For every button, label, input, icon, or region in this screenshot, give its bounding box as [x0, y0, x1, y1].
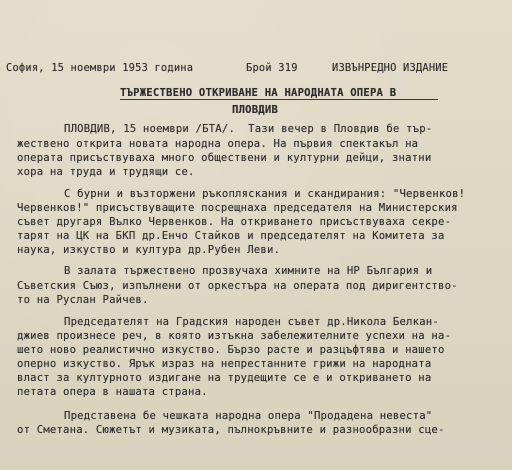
body-line: ПЛОВДИВ, 15 ноември /БТА/. Тази вечер в Пловдив бе тър- — [64, 123, 433, 135]
body-line: С бурни и възторжени ръкопляскания и скандирания: "Червенков! — [64, 188, 466, 200]
header-edition: ИЗВЪНРЕДНО ИЗДАНИЕ — [332, 62, 449, 74]
body-line: шето ново реалистично изкуство. Бързо расте и разцъфтява и нашето — [17, 344, 445, 356]
body-line: власт за културното издигане на трудещите се е и откриването на — [17, 372, 432, 384]
body-line: В залата тържествено прозвучаха химните на НР България и — [64, 265, 433, 277]
document-title-underline — [120, 99, 438, 100]
body-line: петата опера в нашата страна. — [17, 386, 208, 398]
body-line: Съветския Съюз, изпълнени от оркестъра на операта под диригентство- — [17, 280, 458, 292]
body-line: тарят на ЦК на БКП др.Енчо Стайков и председателят на Комитета за — [17, 230, 445, 242]
header-place-date: София, 15 ноември 1953 година — [6, 62, 194, 74]
body-line: съвет другаря Вълко Червенков. На откриването присъствуваха секре- — [17, 216, 452, 228]
document-title-line-2: ПЛОВДИВ — [232, 104, 279, 116]
body-line: оперно изкуство. Ярък израз на непрестанните грижи на народната — [17, 358, 432, 370]
header-issue-number: Брой 319 — [246, 62, 298, 74]
document-title-line-1: ТЪРЖЕСТВЕНО ОТКРИВАНЕ НА НАРОДНАТА ОПЕРА В — [120, 87, 397, 99]
body-line: наука, изкуство и култура др.Рубен Леви. — [17, 244, 281, 256]
body-line: жествено открита новата народна опера. На първия спектакъл на — [17, 138, 419, 150]
body-line: то на Руслан Райчев. — [17, 294, 149, 306]
body-line: операта присъствуваха много обществени и културни дейци, знатни — [17, 152, 432, 164]
body-line: Председателят на Градския народен съвет др.Никола Белкан- — [64, 316, 439, 328]
body-line: Представена бе чешката народна опера "Продадена невеста" — [64, 410, 433, 422]
body-line: джиев произнесе реч, в която изтъкна забележителните успехи на на- — [17, 330, 452, 342]
body-line: от Сметана. Сюжетът и музиката, пълнокръвните и разнообразни сце- — [17, 424, 445, 436]
body-line: хора на труда и трудящи се. — [17, 166, 195, 178]
body-line: Червенков!" присъствуващите посрещнаха председателя на Министерския — [17, 202, 458, 214]
